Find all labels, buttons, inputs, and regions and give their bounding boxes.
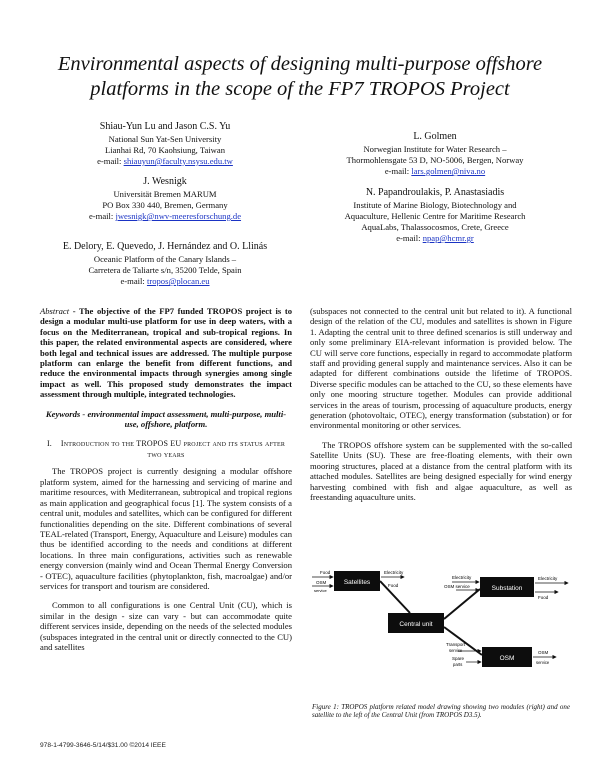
author-names: L. Golmen — [413, 131, 457, 142]
right-column — [310, 306, 572, 502]
osm-in-service-label: service — [314, 588, 327, 593]
figure-caption: Figure 1: TROPOS platform related model drawing showing two modules (right) and one satellite to the left of the Central Unit (from TROPOS D3.5). — [312, 703, 570, 720]
osm-out-service-label: service — [536, 660, 550, 665]
abstract-lead: Abstract — [40, 306, 70, 316]
author-email-link[interactable]: npap@hcmr.gr — [422, 233, 474, 243]
author-affiliation: Institute of Marine Biology, Biotechnology and — [353, 200, 517, 210]
osm-service-label: OSM service — [444, 584, 470, 589]
author-affiliation-2: Aquaculture, Hellenic Centre for Maritime Research — [344, 211, 526, 221]
substation-connector — [444, 589, 480, 619]
abstract-body: - The objective of the FP7 funded TROPOS project is to design a modular multi-use platform for use in deep waters, with a focus on the Mediterranean, tropical and sub-tropical regions. In this paper, the related environmental aspects are considered, where both legal and technical issues are addressed. The multiple purpose platform can enlarge the benefit from different functions, and reduce the environmental impacts through synergies among single impact as well. This proposed study demonstrates the impact assessment through multiple, integrated technologies. — [40, 306, 292, 400]
title-line-2: platforms in the scope of the FP7 TROPOS Project — [90, 78, 510, 100]
author-names: E. Delory, E. Quevedo, J. Hernández and O. Llinás — [62, 241, 268, 252]
left-column — [40, 306, 292, 652]
author-address: Carretera de Taliarte s/n, 35200 Telde, Spain — [88, 265, 242, 275]
spare-label: Spare — [452, 656, 465, 661]
author-address: Lianhai Rd, 70 Kaohsiung, Taiwan — [104, 145, 225, 155]
author-names: N. Papandroulakis, P. Anastasiadis — [365, 187, 505, 198]
electricity-sub-out-label: Electricity — [538, 576, 558, 581]
author-block-plocan — [30, 240, 300, 287]
body-paragraph: The TROPOS offshore system can be supplemented with the so-called Satellite Units (SU). These are free-floating elements, with their own mooring structures, placed at a distance from the central platform with its attached modules. Satellites are being designed especially for wind energy harvesting combined with fish and algae aquaculture, as well as freestanding aquaculture units. — [310, 439, 572, 502]
author-block-bremen — [40, 175, 290, 222]
author-email-link[interactable]: tropos@plocan.eu — [146, 276, 210, 286]
title-line-1: Environmental aspects of designing multi-purpose offshore — [57, 53, 543, 75]
author-affiliation: Oceanic Platform of the Canary Islands – — [93, 254, 237, 264]
section-title: Introduction to the TROPOS EU project and its status after two years — [60, 439, 286, 460]
author-email-link[interactable]: shiauyun@faculty.nsysu.edu.tw — [123, 156, 233, 166]
electricity-out-label: Electricity — [384, 570, 404, 575]
author-block-hcmr — [300, 186, 570, 244]
email-label: e-mail: — [396, 233, 423, 243]
satellites-label: Satellites — [343, 579, 371, 586]
author-address: PO Box 330 440, Bremen, Germany — [102, 200, 228, 210]
section-heading — [40, 438, 292, 460]
osm-box-label: OSM — [499, 655, 515, 662]
body-paragraph: (subspaces not connected to the central unit but related to it). A functional design of the relation of the CU, modules and satellites is shown in Figure 1. Adapting the central unit to three defined scenarios is still underway and only some preliminary EIA-relevant information is provided below. The CU will serve core functions, especially in regard to accommodate platform staff and providing general supply and maintenance services. Also it can be adapted for different combinations outside the lifetime of TROPOS. Diverse specific modules can be attached to the CU, so these elements have only one mooring structure together. Modules can provide additional services in the areas of tourism, processing of aquaculture products, energy generation (photovoltaic, OTEC), energy transformation (substation) or for environmental monitoring or other services. — [310, 306, 572, 431]
author-affiliation: Universität Bremen MARUM — [113, 189, 217, 199]
author-block-niva — [300, 130, 570, 177]
email-label: e-mail: — [120, 276, 147, 286]
author-address: Thormohlensgate 53 D, NO-5006, Bergen, Norway — [346, 155, 524, 165]
email-label: e-mail: — [88, 211, 116, 221]
author-names: J. Wesnigk — [143, 176, 187, 187]
food-sub-out-label: Food — [538, 595, 549, 600]
keywords: Keywords - environmental impact assessment, multi-purpose, multi-use, offshore, platform. — [45, 408, 287, 430]
author-affiliation: National Sun Yat-Sen University — [108, 134, 222, 144]
author-email-link[interactable]: jwesnigk@nwv-meeresforschung.de — [115, 211, 242, 221]
author-address: AquaLabs, Thalassocosmos, Crete, Greece — [361, 222, 509, 232]
figure-1-diagram — [310, 563, 572, 683]
parts-label: parts — [453, 662, 463, 667]
copyright-footer: 978-1-4799-3646-5/14/$31.00 ©2014 IEEE — [40, 742, 166, 749]
transport-label: Transport — [446, 642, 466, 647]
body-paragraph: The TROPOS project is currently designing a modular offshore platform system, aimed for the harnessing and servicing of marine and maritime resources, with Mediterranean, subtropical and tropical regions as main application and geographical focus [1]. The system consists of a central unit, modules and satellites, which can be configured for different functionalities depending on the site. Different combinations of several TEAL-related (Transport, Energy, Aquaculture and Leisure) modules can thus be identified according to the needs and conditions at different locations. In three main configurations, activities such as renewable energy conversion (mainly wind and Ocean Thermal Energy Conversion - OTEC), aquaculture facilities (phytoplankton, fish, macroalgae) and/or services for transport and tourism are considered. — [40, 466, 292, 591]
osm-in-label: OSM — [316, 580, 327, 585]
author-block-nsysu — [40, 120, 290, 167]
author-email-link[interactable]: lars.golmen@niva.no — [411, 166, 486, 176]
paper-title — [40, 52, 560, 102]
substation-label: Substation — [491, 585, 523, 592]
electricity-in-label: Electricity — [452, 575, 472, 580]
email-label: e-mail: — [384, 166, 412, 176]
food-in-label: Food — [320, 570, 331, 575]
abstract — [40, 306, 292, 400]
central-unit-label: Central unit — [399, 621, 433, 628]
body-paragraph: Common to all configurations is one Central Unit (CU), which is similar in the design - size can vary - but can accommodate quite different services inside, depending on the needs of the selected modules (subspaces integrated in the central unit or directly connected to the CU) and satellites — [40, 600, 292, 652]
author-affiliation: Norwegian Institute for Water Research – — [363, 144, 507, 154]
author-names: Shiau-Yun Lu and Jason C.S. Yu — [99, 121, 231, 132]
transport-service-label: service — [449, 648, 463, 653]
email-label: e-mail: — [97, 156, 124, 166]
section-number: I. — [46, 439, 53, 449]
food-out-label: Food — [388, 583, 399, 588]
osm-out-label: OSM — [538, 650, 549, 655]
